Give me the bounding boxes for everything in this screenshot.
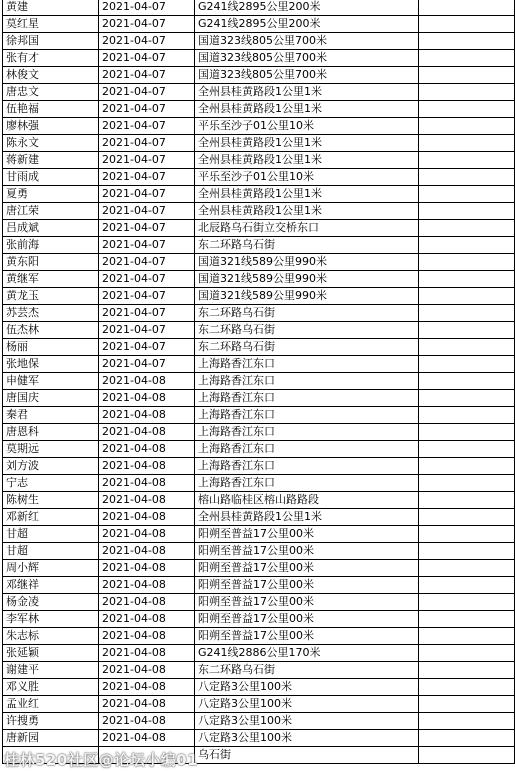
date-cell: 2021-04-07: [99, 101, 195, 118]
empty-cell: [419, 237, 515, 254]
date-cell: 2021-04-08: [99, 594, 195, 611]
place-cell: 全州县桂黄路段1公里1米: [195, 101, 419, 118]
date-cell: 2021-04-08: [99, 492, 195, 509]
name-cell: 刘方波: [3, 458, 99, 475]
table-row: [3, 424, 515, 441]
name-cell: 邓新红: [3, 509, 99, 526]
date-cell: 2021-04-07: [99, 135, 195, 152]
name-cell: 唐国庆: [3, 390, 99, 407]
name-cell: 黄龙玉: [3, 288, 99, 305]
empty-cell: [419, 560, 515, 577]
place-cell: 东二环路乌石街: [195, 305, 419, 322]
table-body: [3, 0, 515, 764]
place-cell: 东二环路乌石街: [195, 322, 419, 339]
name-cell: 莫期远: [3, 441, 99, 458]
empty-cell: [419, 84, 515, 101]
table-row: [3, 611, 515, 628]
name-cell: 申健军: [3, 373, 99, 390]
table-row: [3, 730, 515, 747]
name-cell: 张前海: [3, 237, 99, 254]
place-cell: 榕山路临桂区榕山路路段: [195, 492, 419, 509]
table-row: [3, 594, 515, 611]
name-cell: 黄继军: [3, 271, 99, 288]
empty-cell: [419, 543, 515, 560]
table-row: [3, 492, 515, 509]
place-cell: 八定路3公里100米: [195, 730, 419, 747]
table-row: [3, 186, 515, 203]
place-cell: 阳朔至普益17公里00米: [195, 543, 419, 560]
place-cell: 国道321线589公里990米: [195, 288, 419, 305]
name-cell: 吕成斌: [3, 220, 99, 237]
empty-cell: [419, 220, 515, 237]
date-cell: 2021-04-07: [99, 16, 195, 33]
date-cell: 2021-04-07: [99, 118, 195, 135]
watermark: 桂林520社区@论坛小编01: [4, 751, 199, 769]
empty-cell: [419, 203, 515, 220]
date-cell: 2021-04-08: [99, 458, 195, 475]
name-cell: 甘超: [3, 526, 99, 543]
name-cell: 邓义胜: [3, 679, 99, 696]
name-cell: 许搜勇: [3, 713, 99, 730]
empty-cell: [419, 594, 515, 611]
place-cell: 全州县桂黄路段1公里1米: [195, 135, 419, 152]
table-row: [3, 50, 515, 67]
table-row: [3, 67, 515, 84]
empty-cell: [419, 356, 515, 373]
place-cell: 全州县桂黄路段1公里1米: [195, 186, 419, 203]
name-cell: 周小辉: [3, 560, 99, 577]
empty-cell: [419, 475, 515, 492]
empty-cell: [419, 713, 515, 730]
place-cell: 国道323线805公里700米: [195, 67, 419, 84]
table-row: [3, 628, 515, 645]
empty-cell: [419, 0, 515, 16]
name-cell: 谢建平: [3, 662, 99, 679]
name-cell: 陈永文: [3, 135, 99, 152]
table-row: [3, 135, 515, 152]
date-cell: 2021-04-08: [99, 645, 195, 662]
place-cell: 国道323线805公里700米: [195, 33, 419, 50]
name-cell: 宁志: [3, 475, 99, 492]
table-row: [3, 662, 515, 679]
table-row: [3, 203, 515, 220]
place-cell: 阳朔至普益17公里00米: [195, 611, 419, 628]
empty-cell: [419, 186, 515, 203]
table-row: [3, 305, 515, 322]
date-cell: 2021-04-08: [99, 526, 195, 543]
date-cell: 2021-04-08: [99, 373, 195, 390]
place-cell: 全州县桂黄路段1公里1米: [195, 509, 419, 526]
date-cell: 2021-04-07: [99, 33, 195, 50]
table-row: [3, 322, 515, 339]
name-cell: 徐邦国: [3, 33, 99, 50]
date-cell: 2021-04-07: [99, 220, 195, 237]
date-cell: 2021-04-07: [99, 254, 195, 271]
date-cell: 2021-04-08: [99, 390, 195, 407]
date-cell: 2021-04-07: [99, 288, 195, 305]
place-cell: 阳朔至普益17公里00米: [195, 526, 419, 543]
name-cell: 黄东阳: [3, 254, 99, 271]
name-cell: 张地保: [3, 356, 99, 373]
date-cell: 2021-04-07: [99, 305, 195, 322]
place-cell: 上海路香江东口: [195, 407, 419, 424]
empty-cell: [419, 492, 515, 509]
place-cell: 上海路香江东口: [195, 424, 419, 441]
table-row: [3, 373, 515, 390]
empty-cell: [419, 458, 515, 475]
name-cell: 陈树生: [3, 492, 99, 509]
name-cell: 张有才: [3, 50, 99, 67]
empty-cell: [419, 407, 515, 424]
place-cell: 上海路香江东口: [195, 356, 419, 373]
place-cell: 全州县桂黄路段1公里1米: [195, 84, 419, 101]
empty-cell: [419, 339, 515, 356]
empty-cell: [419, 679, 515, 696]
table-row: [3, 679, 515, 696]
name-cell: 张延颖: [3, 645, 99, 662]
empty-cell: [419, 390, 515, 407]
table-row: [3, 475, 515, 492]
date-cell: 2021-04-07: [99, 84, 195, 101]
date-cell: 2021-04-08: [99, 441, 195, 458]
date-cell: 2021-04-07: [99, 237, 195, 254]
name-cell: 唐恩科: [3, 424, 99, 441]
date-cell: 2021-04-08: [99, 679, 195, 696]
name-cell: 苏芸杰: [3, 305, 99, 322]
empty-cell: [419, 526, 515, 543]
date-cell: 2021-04-08: [99, 424, 195, 441]
place-cell: 阳朔至普益17公里00米: [195, 594, 419, 611]
name-cell: 甘超: [3, 543, 99, 560]
place-cell: 平乐至沙子01公里10米: [195, 169, 419, 186]
empty-cell: [419, 305, 515, 322]
place-cell: 东二环路乌石街: [195, 237, 419, 254]
place-cell: 东二环路乌石街: [195, 662, 419, 679]
empty-cell: [419, 747, 515, 764]
empty-cell: [419, 50, 515, 67]
place-cell: 乌石街: [195, 747, 419, 764]
name-cell: 夏勇: [3, 186, 99, 203]
table-row: [3, 543, 515, 560]
name-cell: 廖林强: [3, 118, 99, 135]
date-cell: 2021-04-08: [99, 475, 195, 492]
table-row: [3, 407, 515, 424]
table-row: [3, 0, 515, 16]
date-cell: 2021-04-08: [99, 577, 195, 594]
place-cell: 阳朔至普益17公里00米: [195, 628, 419, 645]
table-row: [3, 101, 515, 118]
place-cell: 阳朔至普益17公里00米: [195, 560, 419, 577]
date-cell: 2021-04-08: [99, 560, 195, 577]
name-cell: 蒋新建: [3, 152, 99, 169]
table-row: [3, 390, 515, 407]
date-cell: 2021-04-08: [99, 611, 195, 628]
name-cell: 唐江荣: [3, 203, 99, 220]
name-cell: 秦君: [3, 407, 99, 424]
empty-cell: [419, 645, 515, 662]
table-row: [3, 254, 515, 271]
empty-cell: [419, 135, 515, 152]
table-row: [3, 33, 515, 50]
table-row: [3, 84, 515, 101]
date-cell: 2021-04-08: [99, 543, 195, 560]
name-cell: 杨丽: [3, 339, 99, 356]
date-cell: 2021-04-07: [99, 186, 195, 203]
empty-cell: [419, 288, 515, 305]
place-cell: 全州县桂黄路段1公里1米: [195, 203, 419, 220]
table-row: [3, 441, 515, 458]
table-row: [3, 339, 515, 356]
date-cell: 2021-04-07: [99, 50, 195, 67]
table-row: [3, 118, 515, 135]
empty-cell: [419, 271, 515, 288]
empty-cell: [419, 169, 515, 186]
date-cell: 2021-04-08: [99, 730, 195, 747]
name-cell: 朱志标: [3, 628, 99, 645]
empty-cell: [419, 101, 515, 118]
place-cell: 八定路3公里100米: [195, 696, 419, 713]
empty-cell: [419, 611, 515, 628]
place-cell: 阳朔至普益17公里00米: [195, 577, 419, 594]
date-cell: 2021-04-07: [99, 169, 195, 186]
place-cell: 上海路香江东口: [195, 390, 419, 407]
table-row: [3, 713, 515, 730]
date-cell: 2021-04-08: [99, 407, 195, 424]
date-cell: 2021-04-07: [99, 67, 195, 84]
table-row: [3, 169, 515, 186]
place-cell: 东二环路乌石街: [195, 339, 419, 356]
name-cell: 莫红星: [3, 16, 99, 33]
name-cell: 孟业红: [3, 696, 99, 713]
empty-cell: [419, 322, 515, 339]
table-row: [3, 509, 515, 526]
empty-cell: [419, 577, 515, 594]
empty-cell: [419, 424, 515, 441]
empty-cell: [419, 33, 515, 50]
date-cell: 2021-04-07: [99, 203, 195, 220]
empty-cell: [419, 662, 515, 679]
date-cell: 2021-04-07: [99, 356, 195, 373]
date-cell: 2021-04-07: [99, 0, 195, 16]
empty-cell: [419, 696, 515, 713]
empty-cell: [419, 441, 515, 458]
empty-cell: [419, 254, 515, 271]
date-cell: 2021-04-08: [99, 509, 195, 526]
name-cell: 伍杰林: [3, 322, 99, 339]
name-cell: 唐忠文: [3, 84, 99, 101]
name-cell: 唐新园: [3, 730, 99, 747]
place-cell: 上海路香江东口: [195, 373, 419, 390]
name-cell: 伍艳福: [3, 101, 99, 118]
place-cell: 北辰路乌石街立交桥东口: [195, 220, 419, 237]
date-cell: 2021-04-07: [99, 322, 195, 339]
place-cell: 八定路3公里100米: [195, 679, 419, 696]
date-cell: 2021-04-08: [99, 628, 195, 645]
table-row: [3, 696, 515, 713]
table-row: [3, 526, 515, 543]
date-cell: 2021-04-07: [99, 339, 195, 356]
place-cell: 上海路香江东口: [195, 475, 419, 492]
table-row: [3, 560, 515, 577]
place-cell: 上海路香江东口: [195, 441, 419, 458]
date-cell: 2021-04-07: [99, 271, 195, 288]
place-cell: 国道321线589公里990米: [195, 271, 419, 288]
empty-cell: [419, 152, 515, 169]
table-row: [3, 152, 515, 169]
empty-cell: [419, 67, 515, 84]
name-cell: 黄建: [3, 0, 99, 16]
violation-table: [2, 0, 515, 764]
place-cell: G241线2886公里170米: [195, 645, 419, 662]
table-row: [3, 237, 515, 254]
place-cell: 全州县桂黄路段1公里1米: [195, 152, 419, 169]
place-cell: 平乐至沙子01公里10米: [195, 118, 419, 135]
empty-cell: [419, 509, 515, 526]
empty-cell: [419, 373, 515, 390]
name-cell: 甘雨成: [3, 169, 99, 186]
table-row: [3, 288, 515, 305]
date-cell: 2021-04-07: [99, 152, 195, 169]
place-cell: G241线2895公里200米: [195, 16, 419, 33]
date-cell: 2021-04-08: [99, 713, 195, 730]
empty-cell: [419, 118, 515, 135]
name-cell: 林俊文: [3, 67, 99, 84]
place-cell: 国道321线589公里990米: [195, 254, 419, 271]
place-cell: 上海路香江东口: [195, 458, 419, 475]
table-row: [3, 577, 515, 594]
table-row: [3, 645, 515, 662]
empty-cell: [419, 730, 515, 747]
empty-cell: [419, 16, 515, 33]
empty-cell: [419, 628, 515, 645]
table-row: [3, 458, 515, 475]
place-cell: G241线2895公里200米: [195, 0, 419, 16]
table-row: [3, 16, 515, 33]
name-cell: 李军林: [3, 611, 99, 628]
table-row: [3, 220, 515, 237]
name-cell: 杨金凌: [3, 594, 99, 611]
date-cell: 2021-04-08: [99, 662, 195, 679]
name-cell: 邓继祥: [3, 577, 99, 594]
date-cell: 2021-04-08: [99, 696, 195, 713]
table-row: [3, 356, 515, 373]
place-cell: 八定路3公里100米: [195, 713, 419, 730]
place-cell: 国道323线805公里700米: [195, 50, 419, 67]
table-row: [3, 271, 515, 288]
